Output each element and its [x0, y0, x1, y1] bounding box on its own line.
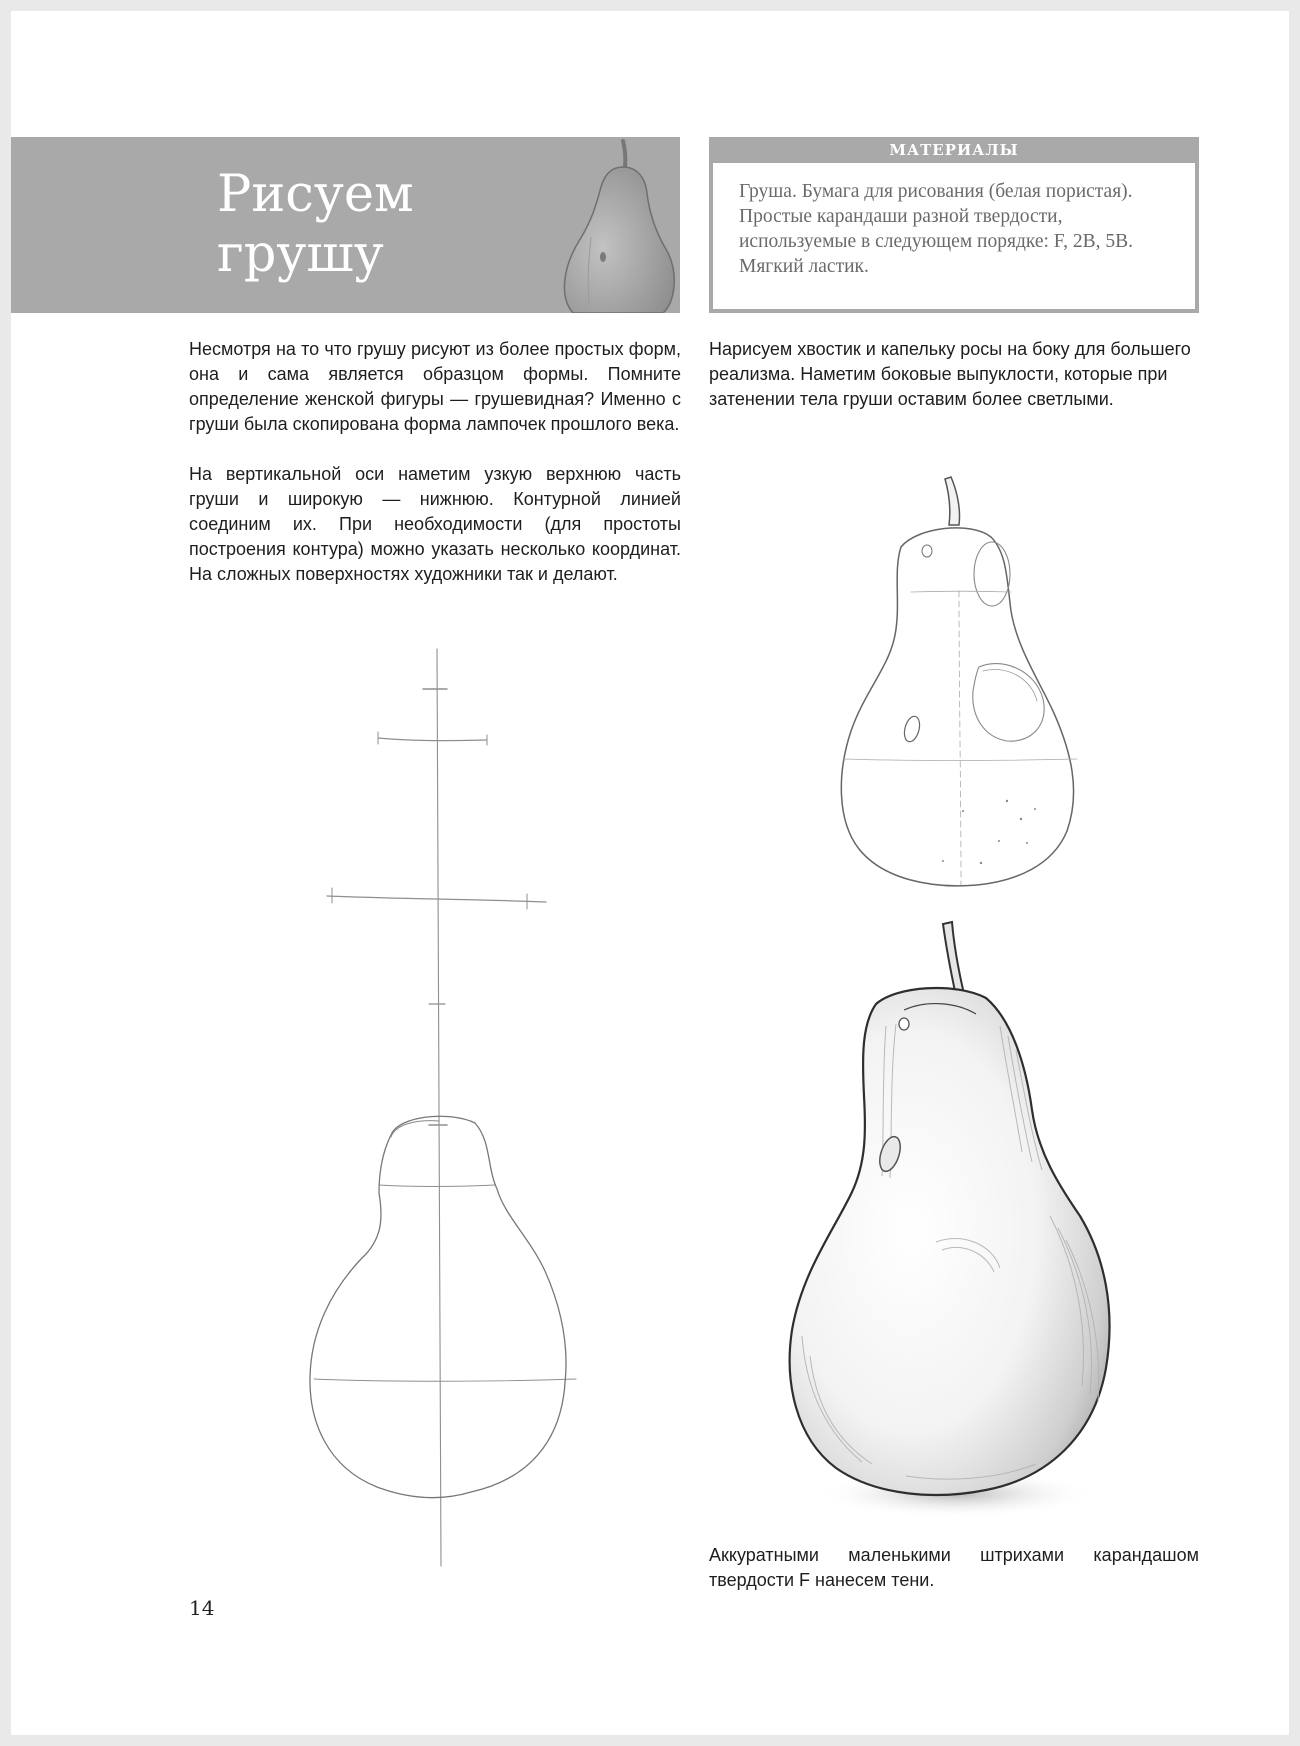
shading-caption: Аккуратными маленькими штрихами карандашом твердости F нанесем тени.	[709, 1545, 1199, 1590]
steps-paragraph: На вертикальной оси наметим узкую верхнюю часть груши и широкую — нижнюю. Контурной линией соединим их. При необходимости (для простоты построения контура) можно указать несколько координат. На сложных поверхностях художники так и делают.	[189, 464, 681, 584]
book-page	[11, 11, 1289, 1735]
title-banner	[11, 137, 680, 313]
materials-header: МАТЕРИАЛЫ	[709, 137, 1199, 163]
materials-text: Груша. Бумага для рисования (белая пористая). Простые карандаши разной твердости, используемые в следующем порядке: F, 2B, 5B. Мягкий ластик.	[739, 181, 1133, 277]
pear-sketch-with-stem	[831, 471, 1091, 901]
page-number: 14	[189, 1596, 215, 1620]
detail-paragraph: Нарисуем хвостик и капельку росы на боку для большего реализма. Наметим боковые выпуклости, которые при затенении тела груши оставим более светлыми.	[709, 339, 1191, 409]
construction-sketch	[291, 641, 591, 1571]
intro-paragraph: Несмотря на то что грушу рисуют из более простых форм, она и сама является образцом формы. Помните определение женской фигуры — грушевидная? Именно с груши была скопирована форма лампочек прошлого века.	[189, 339, 681, 434]
banner-pear-illustration	[563, 137, 680, 313]
materials-box	[709, 137, 1199, 313]
page-title: Рисуем грушу	[217, 165, 414, 284]
shaded-pear-drawing	[786, 916, 1121, 1531]
